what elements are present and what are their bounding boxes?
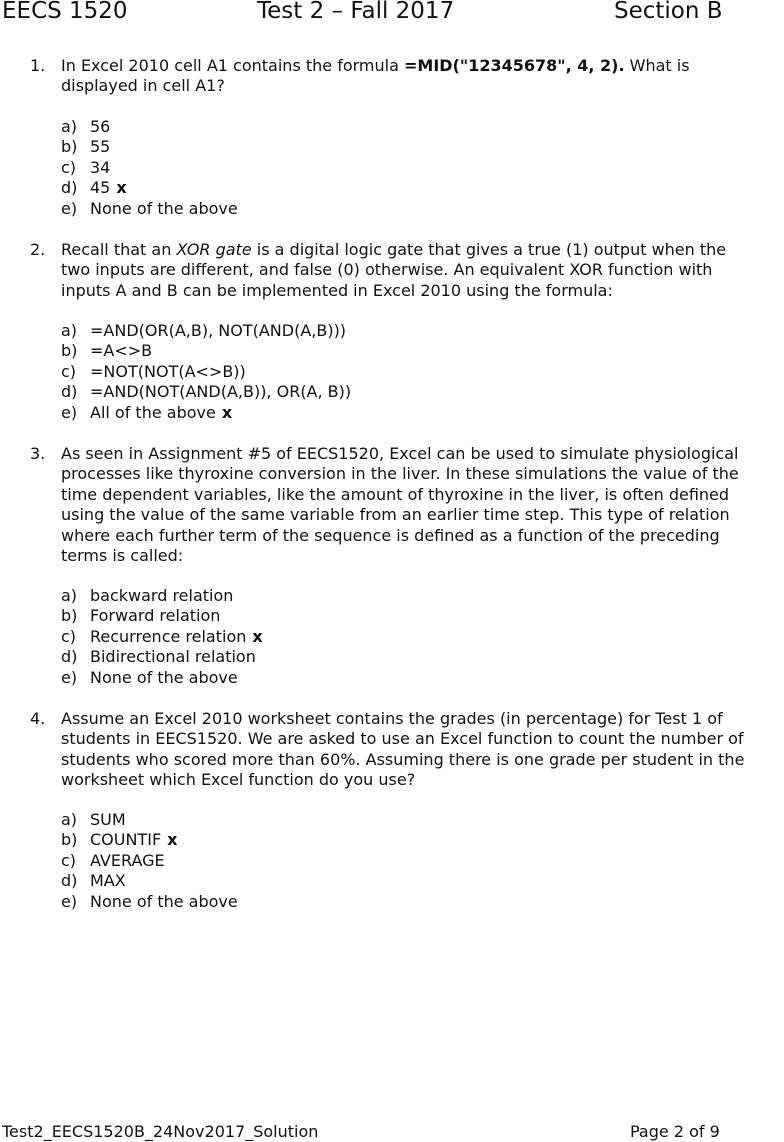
section-label: Section B [614,0,723,24]
question-stem: In Excel 2010 cell A1 contains the formula =MID("12345678", 4, 2). What is displayed in cell A1? [61,56,690,96]
question-number: 2. [30,240,46,259]
question-number: 1. [30,56,46,75]
answer-mark: x [167,830,178,850]
page-header [0,0,784,26]
question-stem: Recall that an XOR gate is a digital logic gate that gives a true (1) output when the two inputs are different, and false (0) otherwise. An equivalent XOR function with inputs A and B can be implemented in Excel 2010 using the formula: [61,240,727,300]
question-number: 3. [30,444,46,463]
page-number: Page 2 of 9 [630,1122,720,1141]
test-title: Test 2 – Fall 2017 [257,0,455,24]
question-stem: As seen in Assignment #5 of EECS1520, Excel can be used to simulate physiological processes like thyroxine conversion in the liver. In these simulations the value of the time dependent variables, like the amount of thyroxine in the liver, is often defined using the value of the same variable from an earlier time step. This type of relation where each further term of the sequence is defined as a function of the preceding terms is called: [61,444,739,566]
course-code: EECS 1520 [2,0,128,24]
answer-mark: x [116,178,127,198]
question-number: 4. [30,709,46,728]
answer-mark: x [221,402,233,422]
question-stem: Assume an Excel 2010 worksheet contains the grades (in percentage) for Test 1 of students in EECS1520. We are asked to use an Excel function to count the number of students who scored more than 60%. Assuming there is one grade per student in the worksheet which Excel function do you use? [61,709,745,790]
answer-mark: x [252,626,263,646]
document-filename: Test2_EECS1520B_24Nov2017_Solution [2,1122,319,1141]
